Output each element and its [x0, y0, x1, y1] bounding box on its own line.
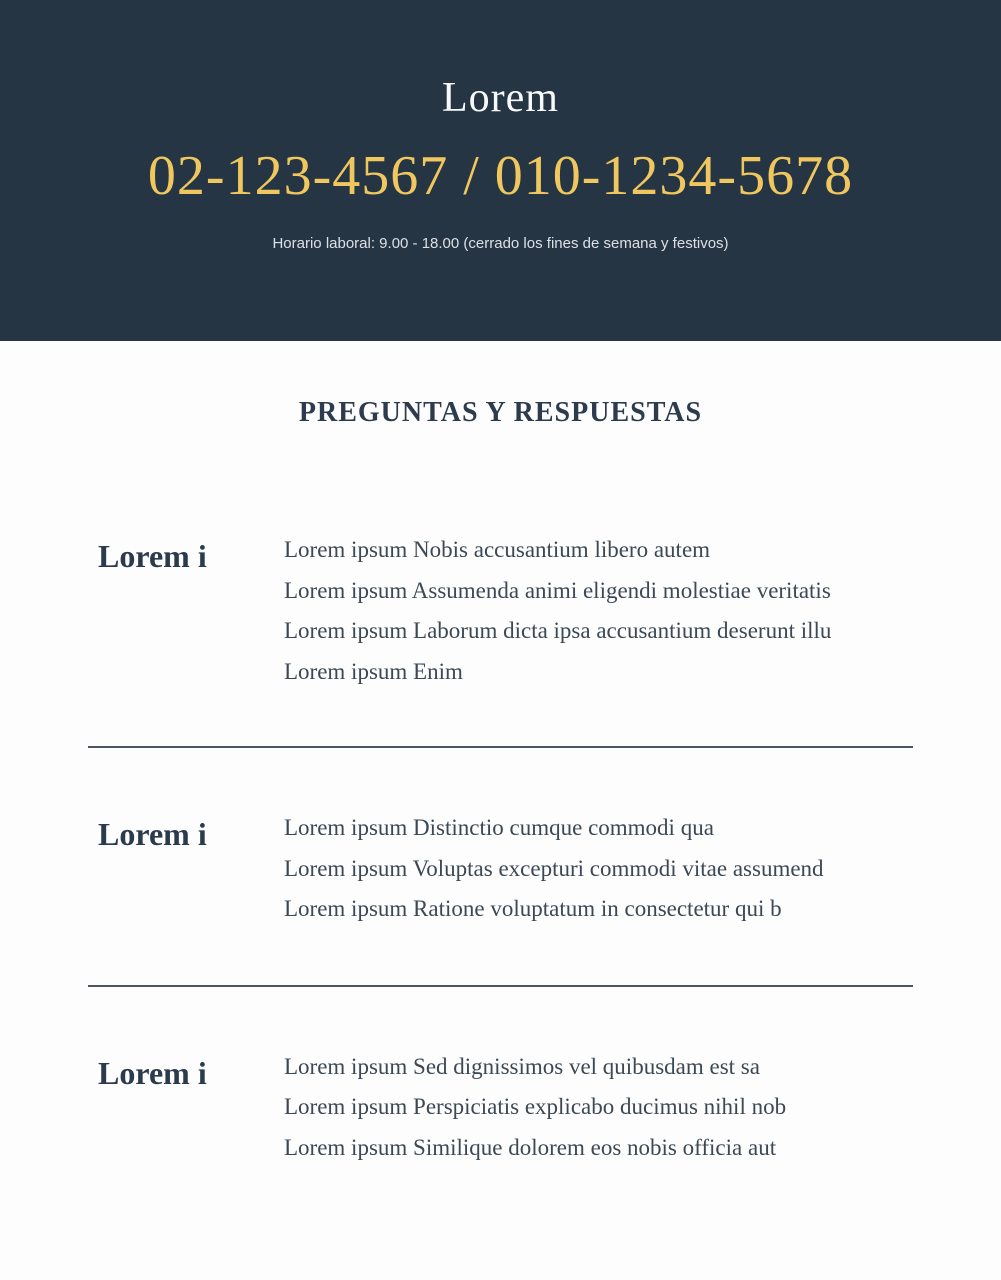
faq-line: Lorem ipsum Sed dignissimos vel quibusdam est sa — [284, 1053, 760, 1079]
faq-section-lines — [284, 1047, 913, 1169]
site-title: Lorem — [442, 75, 559, 121]
faq-line: Lorem ipsum Voluptas excepturi commodi vitae assumend — [284, 855, 824, 881]
business-hours: Horario laboral: 9.00 - 18.00 (cerrado los fines de semana y festivos) — [272, 235, 729, 252]
faq-section-label: Lorem i — [98, 538, 207, 574]
faq-section — [88, 748, 913, 985]
faq-heading: PREGUNTAS Y RESPUESTAS — [298, 397, 703, 428]
faq-line: Lorem ipsum Laborum dicta ipsa accusantium deserunt illu — [284, 618, 832, 643]
faq-line: Lorem ipsum Ratione voluptatum in consectetur qui b — [284, 896, 782, 921]
faq-line: Lorem ipsum Perspiciatis explicabo ducimus nihil nob — [284, 1094, 787, 1119]
faq-section-lines — [284, 808, 913, 930]
faq-list — [88, 428, 913, 1168]
header-banner — [0, 0, 1001, 341]
faq-line: Lorem ipsum Nobis accusantium libero autem — [284, 537, 711, 562]
phone-numbers[interactable]: 02-123-4567 / 010-1234-5678 — [147, 145, 854, 207]
faq-section — [88, 987, 913, 1169]
faq-section-lines — [284, 530, 913, 692]
faq-line: Lorem ipsum Similique dolorem eos nobis officia aut — [284, 1134, 777, 1160]
faq-section — [88, 428, 913, 746]
faq-line: Lorem ipsum Assumenda animi eligendi molestiae veritatis — [284, 577, 831, 603]
faq-section-label: Lorem i — [98, 816, 207, 852]
faq-main — [0, 398, 1001, 1168]
faq-section-label: Lorem i — [98, 1054, 207, 1091]
faq-line: Lorem ipsum Enim — [284, 658, 463, 684]
faq-line: Lorem ipsum Distinctio cumque commodi qua — [284, 815, 714, 840]
